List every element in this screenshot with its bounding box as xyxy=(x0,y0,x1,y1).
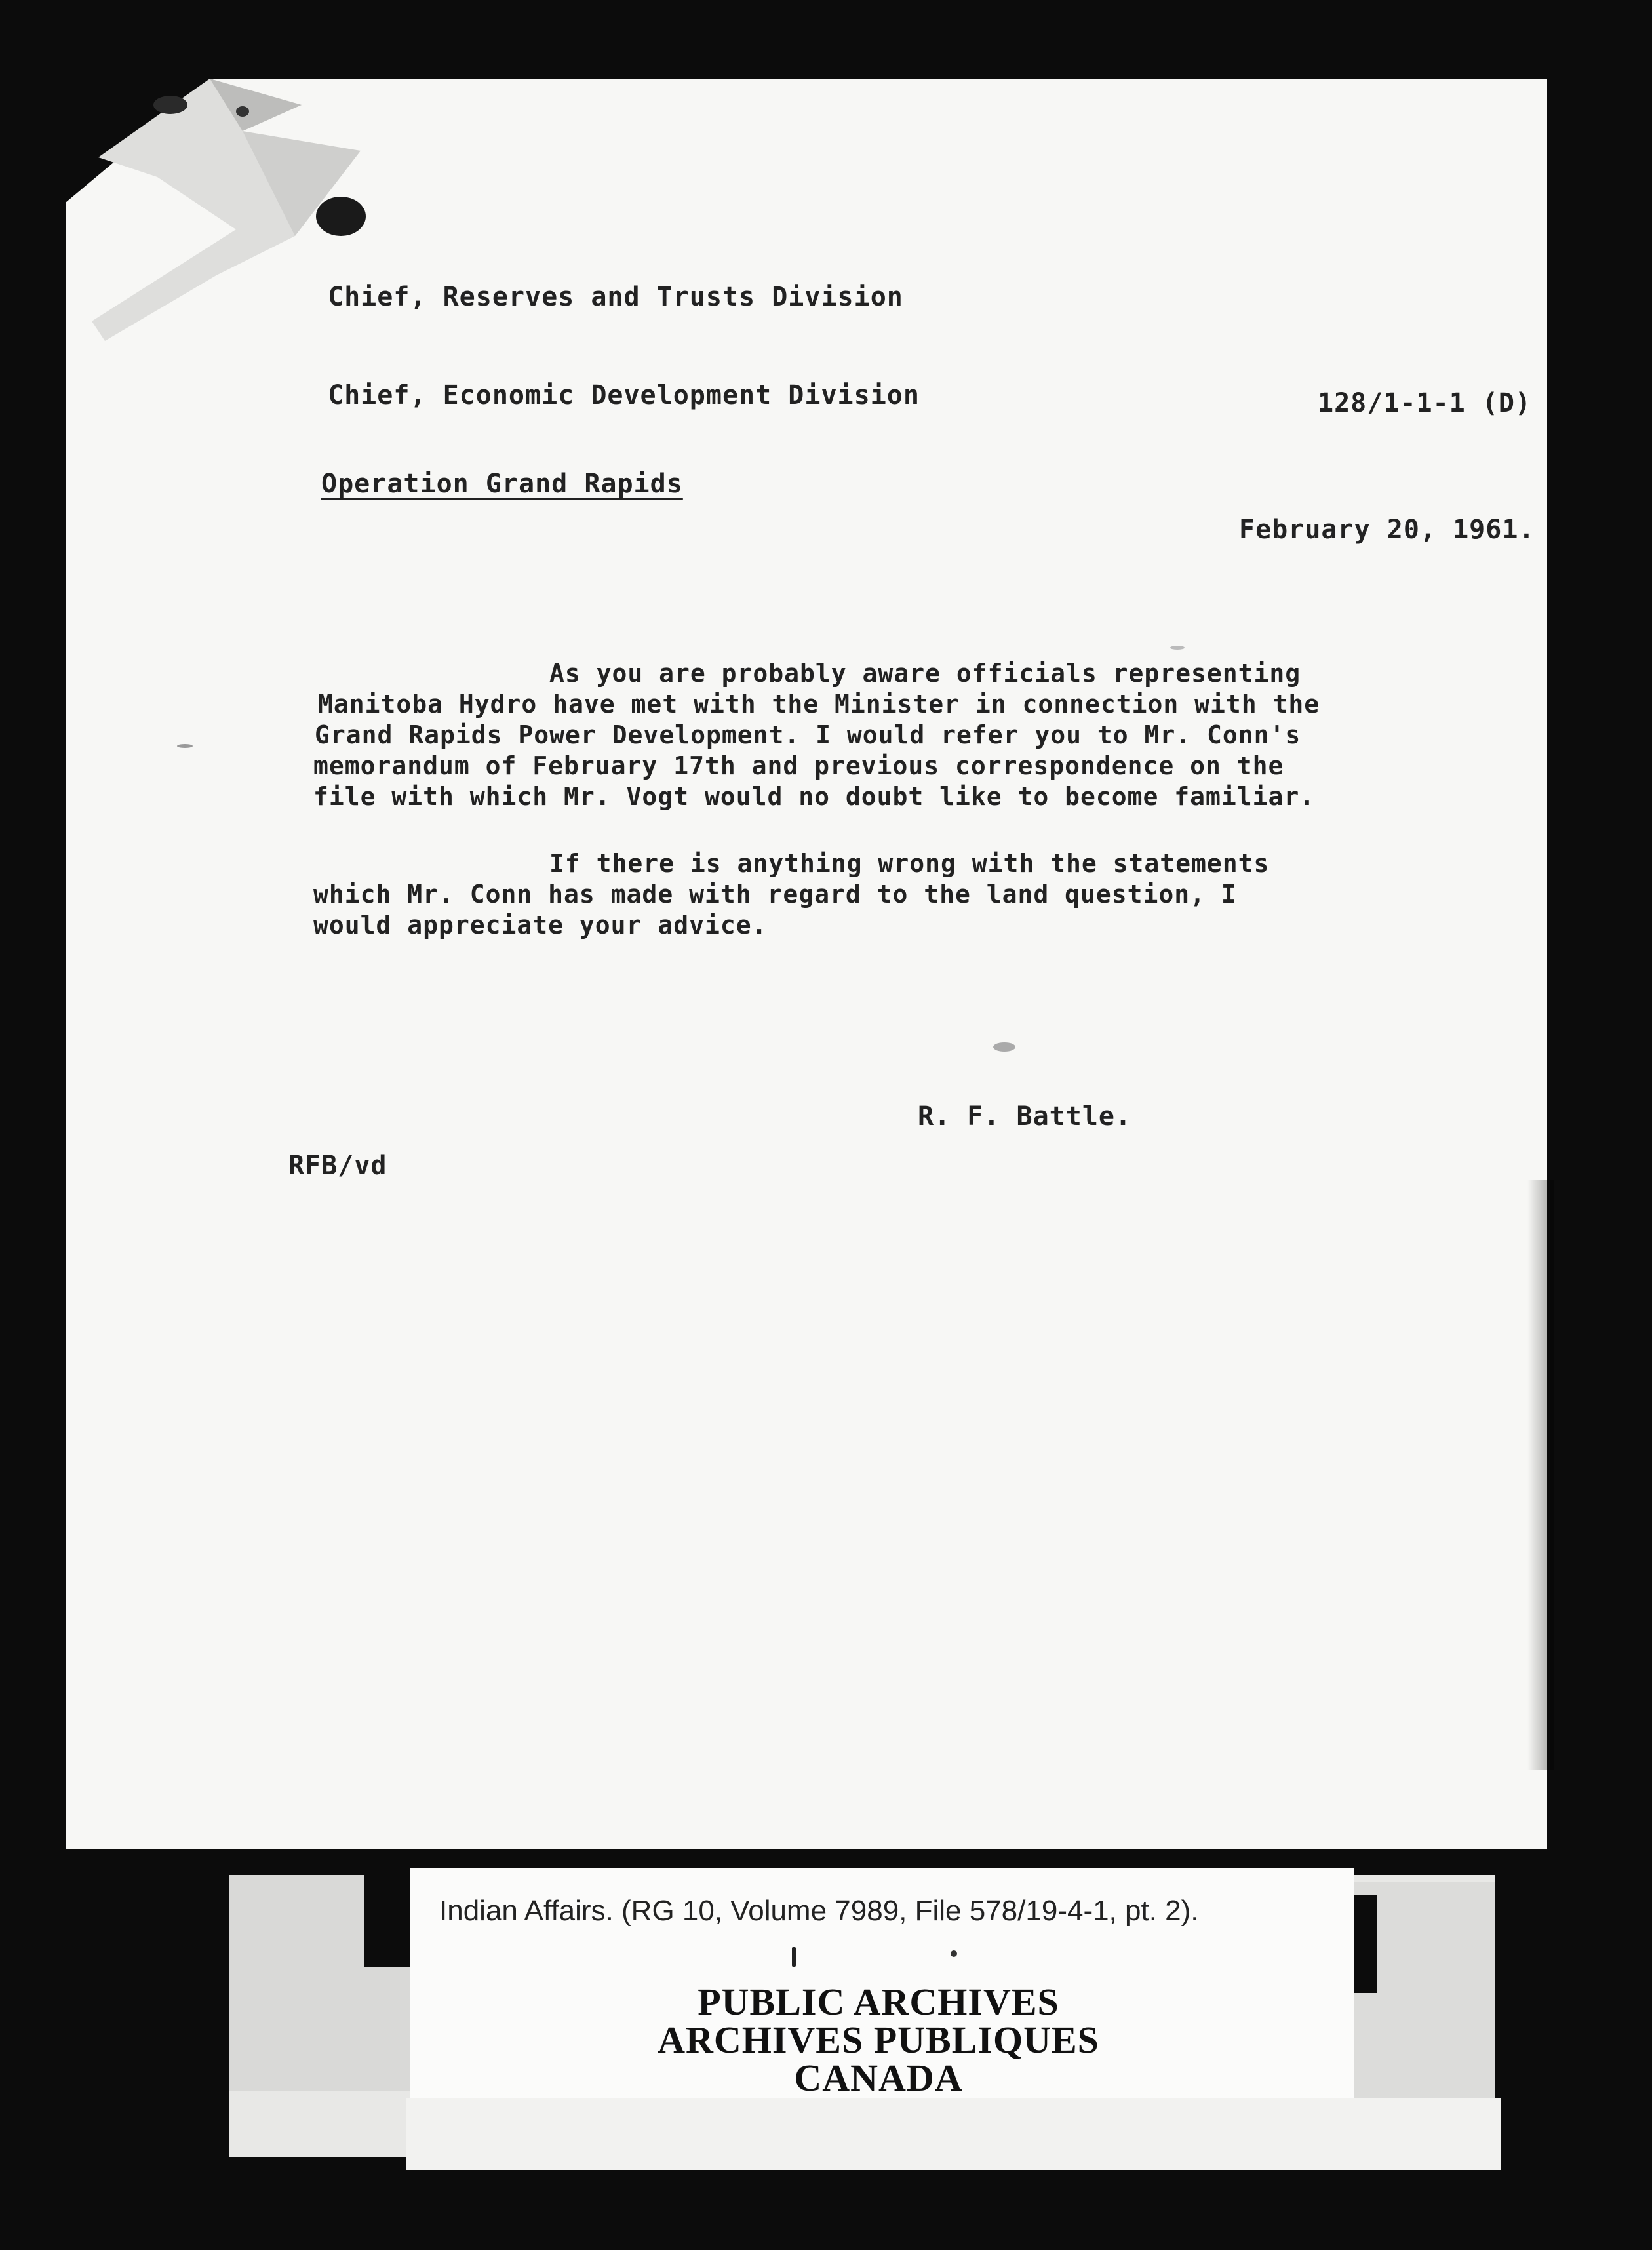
paragraph-line: Manitoba Hydro have met with the Minister in connection with the xyxy=(318,690,1320,719)
label-mark xyxy=(792,1947,796,1967)
sheet-edge-shadow xyxy=(1527,1180,1554,1770)
memo-subject: Operation Grand Rapids xyxy=(321,469,683,499)
typist-initials: RFB/vd xyxy=(288,1151,387,1181)
paper-blemish xyxy=(993,1042,1015,1052)
paper-blemish xyxy=(177,744,193,748)
paragraph-line: which Mr. Conn has made with regard to the land question, I xyxy=(313,880,1237,909)
paper-blemish xyxy=(1170,646,1185,650)
paragraph-line: would appreciate your advice. xyxy=(313,911,768,939)
archives-stamp-country: CANADA xyxy=(794,2057,963,2099)
label-right-notch xyxy=(1350,1895,1377,1993)
bottom-slip xyxy=(406,2098,1501,2170)
signature: R. F. Battle. xyxy=(918,1101,1132,1132)
memo-sheet xyxy=(66,79,1547,1849)
memo-to: Chief, Reserves and Trusts Division xyxy=(328,282,903,312)
label-mark xyxy=(951,1950,957,1957)
archives-stamp-english: PUBLIC ARCHIVES xyxy=(698,1981,1059,2023)
paragraph-line: If there is anything wrong with the statements xyxy=(549,849,1270,878)
archive-citation: Indian Affairs. (RG 10, Volume 7989, File 578/19-4-1, pt. 2). xyxy=(439,1895,1199,1927)
file-number: 128/1-1-1 (D) xyxy=(1318,388,1532,418)
paragraph-line: memorandum of February 17th and previous correspondence on the xyxy=(313,751,1284,780)
paragraph-line: As you are probably aware officials representing xyxy=(549,659,1301,688)
paragraph-line: Grand Rapids Power Development. I would refer you to Mr. Conn's xyxy=(315,720,1301,749)
folded-corner-graphic xyxy=(79,79,367,341)
archives-stamp-french: ARCHIVES PUBLIQUES xyxy=(658,2019,1099,2061)
label-left-notch xyxy=(364,1875,410,1967)
memo-date: February 20, 1961. xyxy=(1239,515,1535,545)
memo-from: Chief, Economic Development Division xyxy=(328,380,920,410)
paragraph-line: file with which Mr. Vogt would no doubt like to become familiar. xyxy=(313,782,1316,811)
